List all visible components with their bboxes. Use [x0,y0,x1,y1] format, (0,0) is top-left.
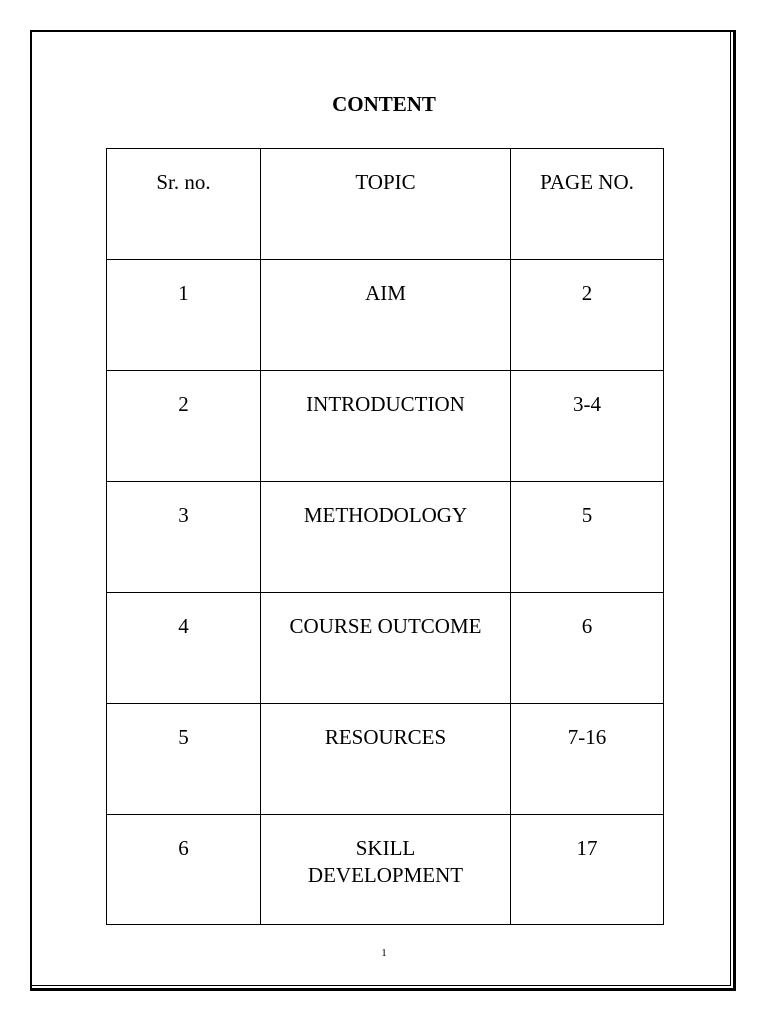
cell-sr-no: 3 [107,482,261,593]
cell-topic-line: DEVELOPMENT [307,863,464,887]
contents-table [106,148,664,925]
cell-topic-line: SKILL [355,836,416,860]
cell-sr-no: 4 [107,593,261,704]
cell-sr-no: 6 [107,815,261,925]
cell-sr-no: 2 [107,371,261,482]
cell-topic: INTRODUCTION [261,371,511,482]
table-row [107,593,664,704]
table-row [107,815,664,925]
header-sr-no: Sr. no. [107,149,261,260]
cell-topic: AIM [261,260,511,371]
cell-page-no: 7-16 [511,704,664,815]
cell-page-no: 17 [511,815,664,925]
cell-topic: METHODOLOGY [261,482,511,593]
cell-page-no: 6 [511,593,664,704]
page-number: 1 [381,947,387,959]
table-header-row [107,149,664,260]
cell-page-no: 3-4 [511,371,664,482]
table-row [107,704,664,815]
table-row [107,482,664,593]
cell-page-no: 2 [511,260,664,371]
header-page-no: PAGE NO. [511,149,664,260]
cell-topic [261,815,511,925]
table-row [107,260,664,371]
header-topic: TOPIC [261,149,511,260]
cell-topic: COURSE OUTCOME [261,593,511,704]
page-title: CONTENT [332,92,436,116]
table-row [107,371,664,482]
cell-topic: RESOURCES [261,704,511,815]
cell-sr-no: 1 [107,260,261,371]
cell-sr-no: 5 [107,704,261,815]
cell-page-no: 5 [511,482,664,593]
